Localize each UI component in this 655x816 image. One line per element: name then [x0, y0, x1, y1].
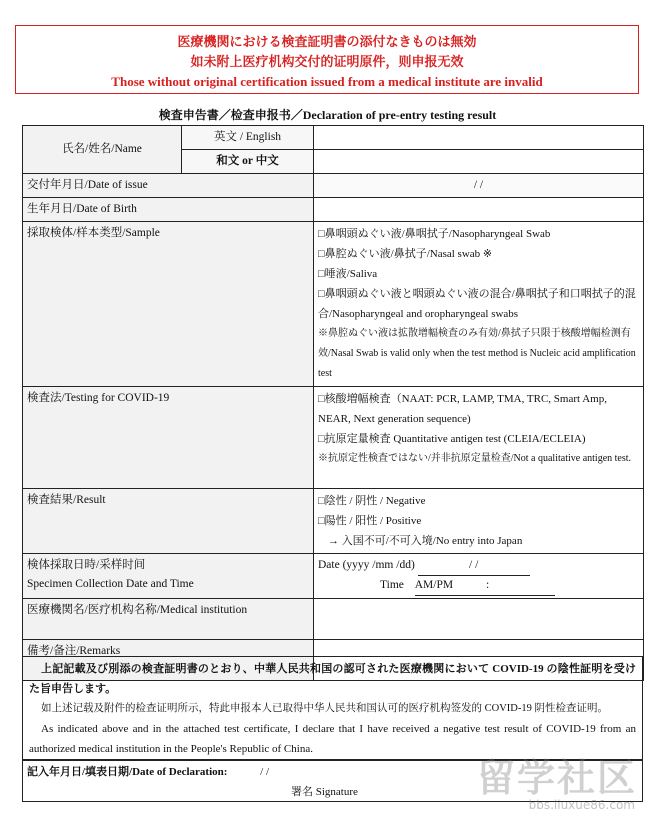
remarks-label: 備考/备注/Remarks: [23, 640, 314, 681]
testing-method-label: 検査法/Testing for COVID-19: [23, 387, 314, 489]
english-name-label: 英文 / English: [182, 126, 314, 150]
invalid-warning-box: [15, 25, 639, 94]
result-options: [314, 489, 644, 554]
signature-label: 署名 Signature: [291, 786, 358, 798]
collection-label-en: Specimen Collection Date and Time: [27, 578, 194, 590]
collection-label-ja: 検体採取日時/采样时间: [27, 559, 146, 571]
result-negative-option[interactable]: □陰性 / 阴性 / Negative: [318, 495, 426, 507]
watermark-url: bbs.liuxue86.com: [528, 798, 635, 812]
sample-option-mixed[interactable]: □鼻咽頭ぬぐい液と咽頭ぬぐい液の混合/鼻咽拭子和口咽拭子的混合/Nasopharyngeal and oropharyngeal swabs: [318, 288, 636, 320]
sample-option-saliva[interactable]: □唾液/Saliva: [318, 268, 378, 280]
sample-option-nasal[interactable]: □鼻腔ぬぐい液/鼻拭子/Nasal swab ※: [318, 248, 493, 260]
warning-chinese: 如未附上医疗机构交付的证明原件，则申报无效: [190, 54, 464, 69]
english-name-field[interactable]: [314, 126, 644, 150]
warning-english: Those without original certification issued from a medical institute are invalid: [111, 74, 543, 89]
native-name-label: 和文 or 中文: [182, 150, 314, 174]
method-option-naat[interactable]: □核酸増幅検査（NAAT: PCR, LAMP, TMA, TRC, Smart Amp, NEAR, Next generation sequence): [318, 393, 607, 425]
result-entry-note: → 入国不可/不可入境/No entry into Japan: [328, 535, 523, 547]
sample-label: 採取検体/样本类型/Sample: [23, 222, 314, 387]
sample-options: [314, 222, 644, 387]
declaration-form-table: [22, 125, 644, 681]
sample-option-nasopharyngeal[interactable]: □鼻咽頭ぬぐい液/鼻咽拭子/Nasopharyngeal Swab: [318, 228, 551, 240]
date-of-birth-field[interactable]: [314, 198, 644, 222]
declaration-date-field[interactable]: / /: [260, 766, 270, 778]
collection-time-field[interactable]: AM/PM :: [415, 576, 555, 596]
collection-time-label: Time: [380, 579, 404, 591]
watermark-logo: 留学社区: [476, 756, 637, 800]
collection-label: [23, 554, 314, 599]
declaration-english: As indicated above and in the attached test certificate, I declare that I have received a negative test result of COVID-19 from an authorized medical institution in the People's Republic of China.: [29, 723, 636, 755]
result-positive-option[interactable]: □陽性 / 阳性 / Positive: [318, 515, 422, 527]
declaration-japanese: 上記記載及び別添の検査証明書のとおり、中華人民共和国の認可された医療機関において COVID-19 の陰性証明を受けた旨申告します。: [29, 663, 636, 695]
collection-date-field[interactable]: / /: [418, 556, 530, 576]
date-of-birth-label: 生年月日/Date of Birth: [23, 198, 314, 222]
medical-institution-field[interactable]: [314, 599, 644, 640]
declaration-statement: [22, 656, 643, 760]
collection-ampm-label: AM/PM: [414, 579, 454, 591]
sample-note: ※鼻腔ぬぐい液は拡散增幅検査のみ有効/鼻拭子只限于核酸增幅检测有效/Nasal Swab is valid only when the test method is Nucleic acid amplification test: [318, 328, 636, 379]
collection-fields: [314, 554, 644, 599]
warning-japanese: 医療機関における検査証明書の添付なきものは無効: [177, 34, 477, 49]
date-of-issue-label: 交付年月日/Date of issue: [23, 174, 314, 198]
medical-institution-label: 医療機関名/医疗机构名称/Medical institution: [23, 599, 314, 640]
method-option-antigen[interactable]: □抗原定量検査 Quantitative antigen test (CLEIA/ECLEIA): [318, 433, 586, 445]
date-of-issue-field[interactable]: / /: [314, 174, 644, 198]
form-title: 検査申告書／检查申报书／Declaration of pre-entry testing result: [158, 108, 497, 122]
declaration-chinese: 如上述记载及附件的检查证明所示，特此申报本人已取得中华人民共和国认可的医疗机构签发的 COVID-19 阴性检查证明。: [41, 703, 608, 714]
collection-date-label: Date (yyyy /mm /dd): [318, 559, 415, 571]
declaration-date-label: 記入年月日/填表日期/Date of Declaration:: [27, 766, 228, 778]
result-label: 検査結果/Result: [23, 489, 314, 554]
testing-method-options: [314, 387, 644, 489]
method-note: ※抗原定性検査ではない/并非抗原定量检查/Not a qualitative antigen test.: [318, 453, 632, 464]
name-label: 氏名/姓名/Name: [23, 126, 182, 174]
native-name-field[interactable]: [314, 150, 644, 174]
